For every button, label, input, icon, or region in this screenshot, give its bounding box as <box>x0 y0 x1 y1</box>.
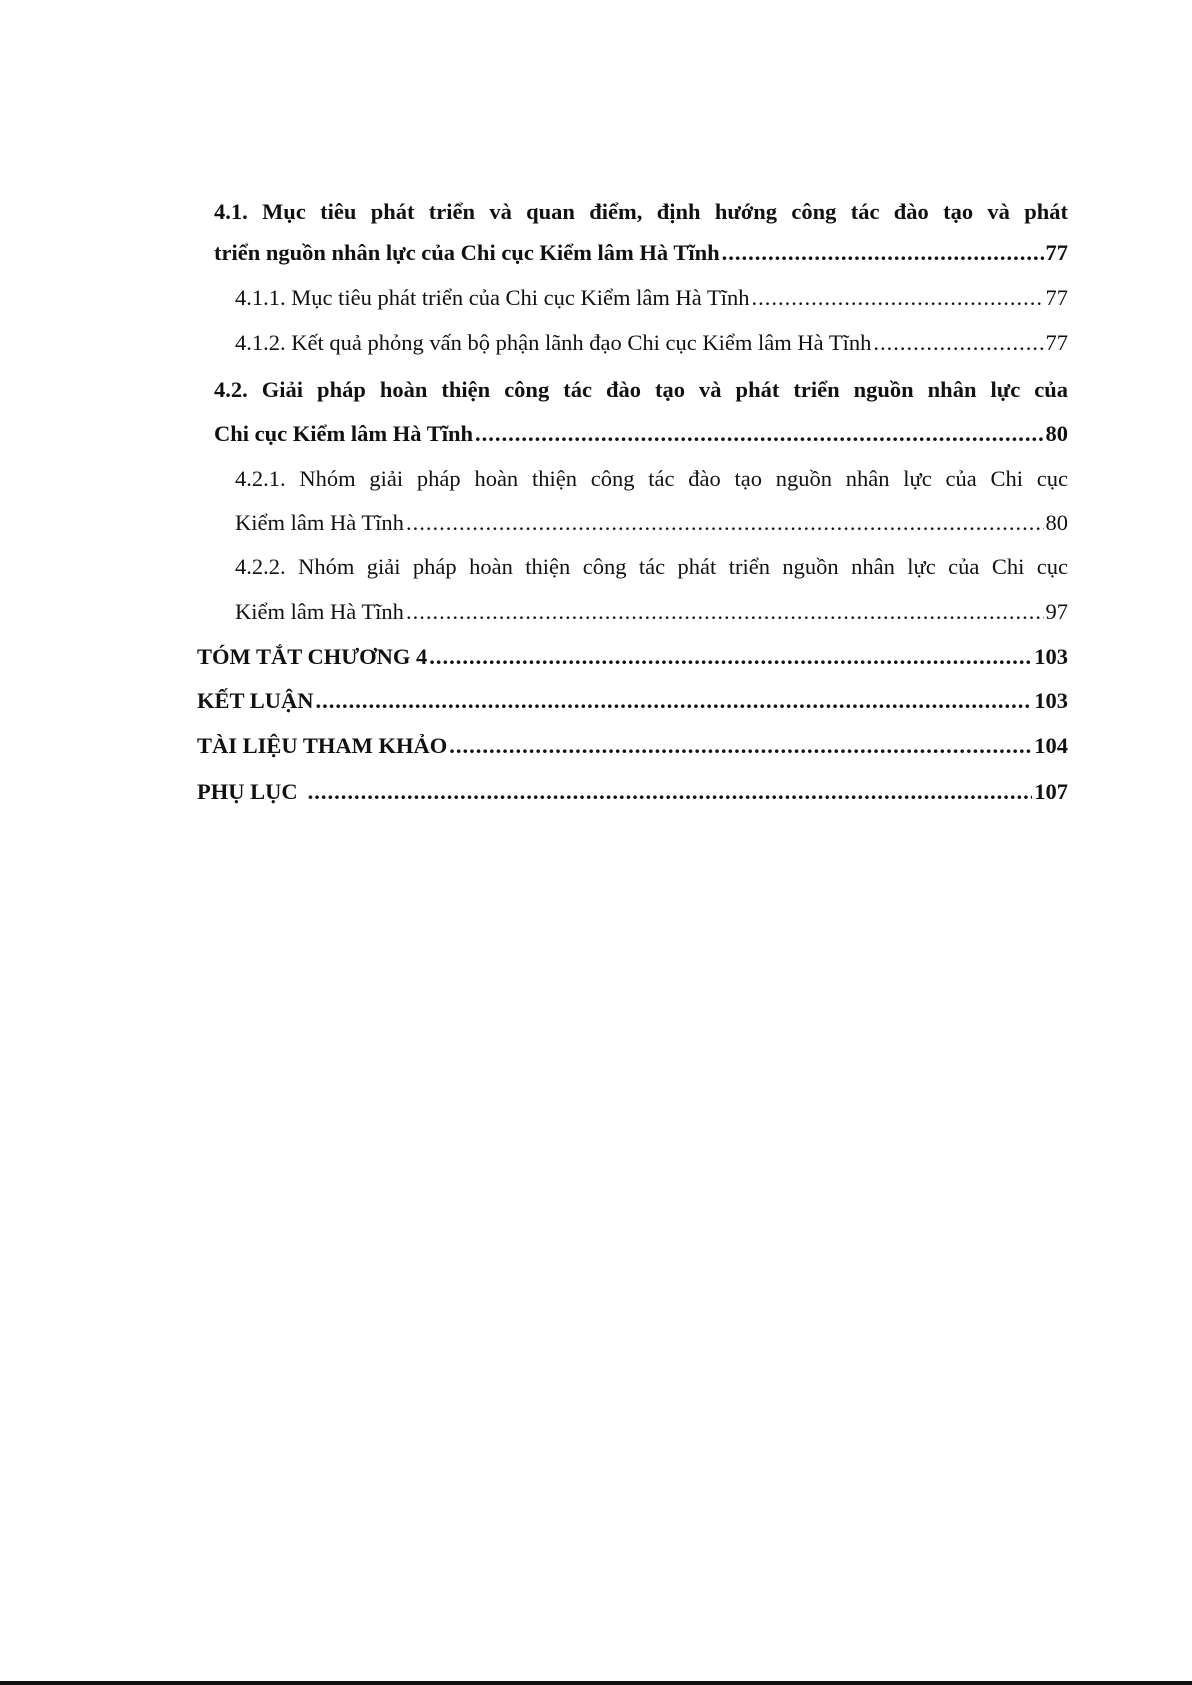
toc-entry-title: KẾT LUẬN <box>197 688 314 713</box>
toc-entry-4-1-2[interactable] <box>235 323 1068 363</box>
toc-entry-4-2-line1[interactable]: 4.2. Giải pháp hoàn thiện công tác đào tạo và phát triển nguồn nhân lực của <box>214 377 1068 402</box>
toc-entry-title: PHỤ LỤC <box>197 779 298 804</box>
toc-entry-title: TÓM TẮT CHƯƠNG 4 <box>197 644 428 669</box>
toc-page-number: 77 <box>1045 330 1068 355</box>
toc-leader-dots <box>449 726 1032 766</box>
toc-page-number: 104 <box>1034 733 1068 758</box>
toc-entry-4-2-1-line1[interactable]: 4.2.1. Nhóm giải pháp hoàn thiện công tác đào tạo nguồn nhân lực của Chi cục <box>235 466 1068 491</box>
toc-leader-dots <box>308 772 1033 812</box>
toc-leader-dots <box>316 681 1033 721</box>
toc-page-number: 97 <box>1045 599 1068 624</box>
toc-page-number: 80 <box>1045 421 1068 446</box>
toc-leader-dots <box>722 233 1044 273</box>
toc-entry-title: triển nguồn nhân lực của Chi cục Kiểm lâm Hà Tĩnh <box>214 240 720 265</box>
toc-leader-dots <box>406 592 1044 632</box>
toc-page-number: 77 <box>1045 240 1068 265</box>
toc-page-number: 103 <box>1034 644 1068 669</box>
toc-entry-title: Kiểm lâm Hà Tĩnh <box>235 510 404 535</box>
toc-entry-4-2-2-line2[interactable] <box>235 592 1068 632</box>
toc-leader-dots <box>751 278 1043 318</box>
toc-entry-title: Chi cục Kiểm lâm Hà Tĩnh <box>214 421 473 446</box>
toc-leader-dots <box>429 637 1032 677</box>
toc-entry-title: TÀI LIỆU THAM KHẢO <box>197 733 448 758</box>
toc-entry-title: Kiểm lâm Hà Tĩnh <box>235 599 404 624</box>
page-bottom-border <box>0 1681 1192 1685</box>
toc-entry-appendix[interactable] <box>197 772 1068 812</box>
toc-entry-title: 4.1.2. Kết quả phỏng vấn bộ phận lãnh đạo Chi cục Kiểm lâm Hà Tĩnh <box>235 330 872 355</box>
toc-page-number: 80 <box>1045 510 1068 535</box>
toc-entry-summary[interactable] <box>197 637 1068 677</box>
toc-entry-conclusion[interactable] <box>197 681 1068 721</box>
toc-leader-dots <box>406 503 1044 543</box>
toc-entry-references[interactable] <box>197 726 1068 766</box>
toc-entry-4-2-line2[interactable] <box>214 414 1068 454</box>
toc-leader-dots <box>475 414 1044 454</box>
toc-page-number: 77 <box>1045 285 1068 310</box>
toc-page-number: 107 <box>1034 779 1068 804</box>
toc-entry-4-1-line1[interactable]: 4.1. Mục tiêu phát triển và quan điểm, định hướng công tác đào tạo và phát <box>214 199 1068 224</box>
toc-entry-title: 4.1.1. Mục tiêu phát triển của Chi cục Kiểm lâm Hà Tĩnh <box>235 285 750 310</box>
toc-entry-4-1-line2[interactable] <box>214 233 1068 273</box>
toc-entry-4-2-2-line1[interactable]: 4.2.2. Nhóm giải pháp hoàn thiện công tác phát triển nguồn nhân lực của Chi cục <box>235 554 1068 579</box>
toc-leader-dots <box>873 323 1043 363</box>
toc-entry-4-2-1-line2[interactable] <box>235 503 1068 543</box>
toc-page-number: 103 <box>1034 688 1068 713</box>
toc-entry-4-1-1[interactable] <box>235 278 1068 318</box>
